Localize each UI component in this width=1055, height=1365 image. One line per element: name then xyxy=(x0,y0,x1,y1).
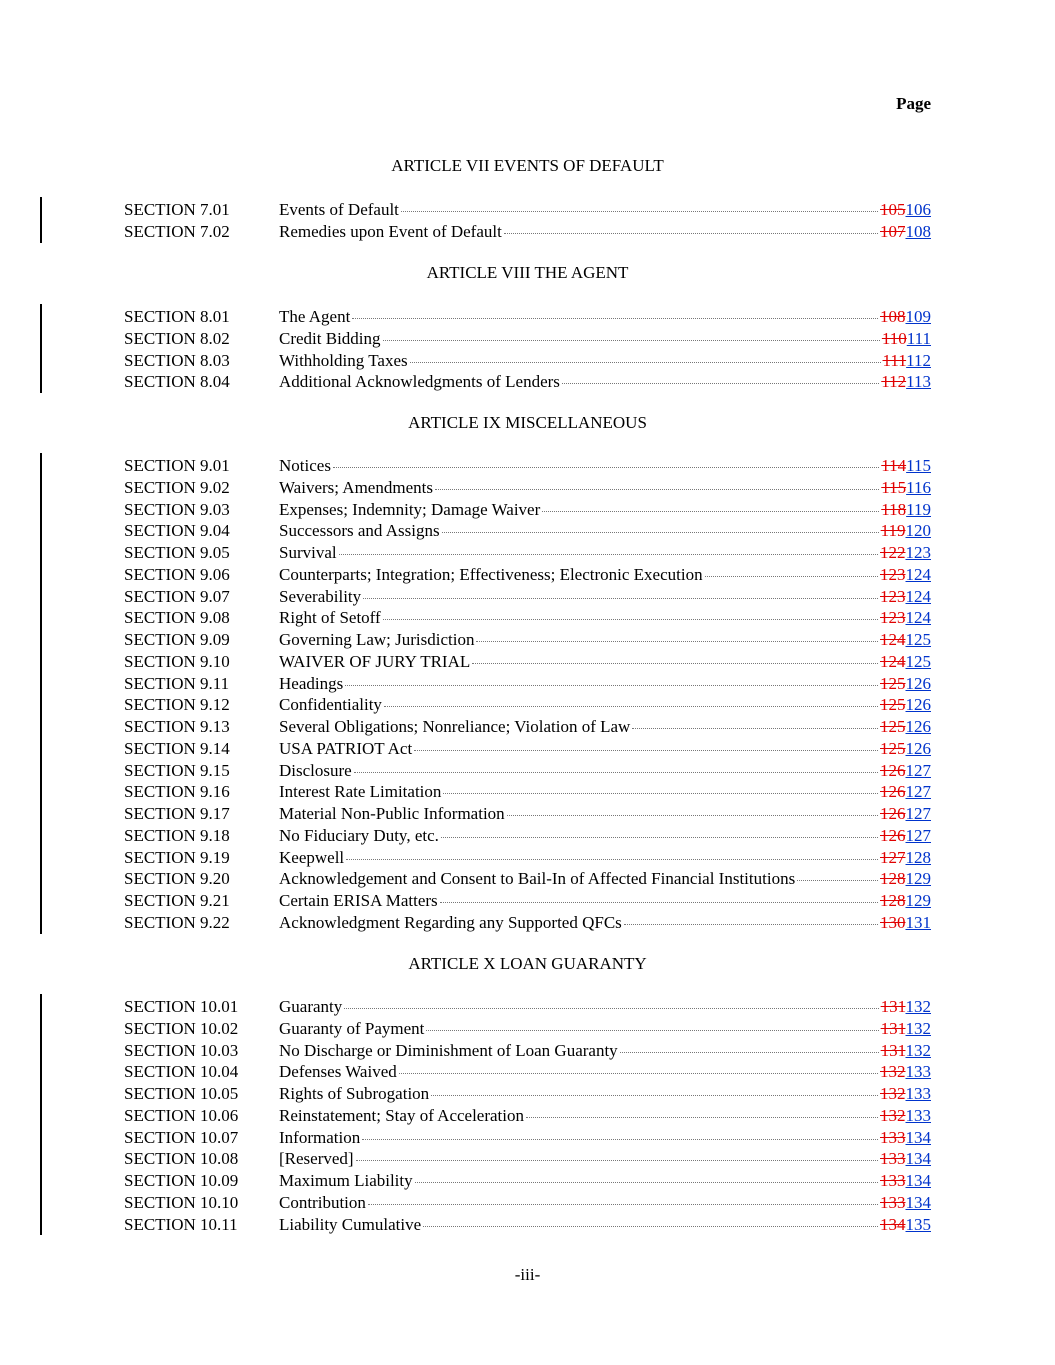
deleted-page-number: 124 xyxy=(880,651,906,671)
toc-entry xyxy=(124,651,931,673)
deleted-page-number: 133 xyxy=(880,1127,906,1147)
toc-section-list xyxy=(124,199,931,243)
toc-entry xyxy=(124,328,931,350)
dot-leader xyxy=(435,489,879,490)
section-title: Additional Acknowledgments of Lenders xyxy=(279,372,560,392)
section-number: SECTION 9.04 xyxy=(124,521,230,541)
dot-leader xyxy=(797,880,878,881)
section-title: Credit Bidding xyxy=(279,328,381,348)
section-title: Events of Default xyxy=(279,200,399,219)
page-reference xyxy=(880,781,931,803)
dot-leader xyxy=(363,598,878,599)
section-number: SECTION 9.03 xyxy=(124,499,230,519)
toc-entry xyxy=(124,890,931,912)
dot-leader xyxy=(339,554,878,555)
dot-leader xyxy=(542,511,879,512)
section-number: SECTION 9.11 xyxy=(124,673,230,693)
deleted-page-number: 131 xyxy=(880,997,906,1016)
dot-leader xyxy=(383,340,880,341)
inserted-page-link[interactable]: 109 xyxy=(905,307,931,326)
dot-leader xyxy=(526,1117,878,1118)
inserted-page-link[interactable]: 135 xyxy=(905,1214,931,1234)
page-reference xyxy=(880,868,931,890)
section-title: Acknowledgement and Consent to Bail-In of Affected Financial Institutions xyxy=(279,869,796,889)
section-title: The Agent xyxy=(279,307,351,326)
deleted-page-number: 123 xyxy=(880,564,906,584)
section-number: SECTION 7.02 xyxy=(124,221,230,241)
page-reference xyxy=(881,499,931,521)
page-reference xyxy=(880,1214,931,1236)
inserted-page-link[interactable]: 134 xyxy=(905,1127,931,1147)
inserted-page-link[interactable]: 127 xyxy=(905,760,931,780)
page-reference xyxy=(880,221,931,243)
toc-entry xyxy=(124,847,931,869)
dot-leader xyxy=(383,619,878,620)
section-title: Acknowledgment Regarding any Supported QFCs xyxy=(279,912,622,932)
toc-entry xyxy=(124,221,931,243)
page-reference xyxy=(880,716,931,738)
inserted-page-link[interactable]: 106 xyxy=(905,200,931,219)
section-title: Severability xyxy=(279,586,362,606)
section-number: SECTION 9.07 xyxy=(124,586,230,606)
toc-entry xyxy=(124,1170,931,1192)
toc-entry xyxy=(124,716,931,738)
page-reference xyxy=(880,890,931,912)
toc-entry xyxy=(124,607,931,629)
section-title: WAIVER OF JURY TRIAL xyxy=(279,651,471,671)
section-title: Keepwell xyxy=(279,847,345,867)
dot-leader xyxy=(441,837,878,838)
dot-leader xyxy=(414,750,878,751)
page-reference xyxy=(880,760,931,782)
deleted-page-number: 123 xyxy=(880,586,906,606)
toc-section-list xyxy=(124,996,931,1235)
revision-change-bar xyxy=(40,197,42,243)
section-number: SECTION 9.06 xyxy=(124,564,230,584)
inserted-page-link[interactable]: 111 xyxy=(906,328,931,348)
section-title: Guaranty xyxy=(279,997,343,1016)
section-number: SECTION 9.14 xyxy=(124,738,230,758)
inserted-page-link[interactable]: 116 xyxy=(906,477,931,497)
dot-leader xyxy=(423,1226,878,1227)
section-number: SECTION 10.01 xyxy=(124,997,239,1016)
section-number: SECTION 10.09 xyxy=(124,1171,239,1190)
page-reference xyxy=(880,1105,931,1127)
section-number: SECTION 9.20 xyxy=(124,869,230,889)
page-reference xyxy=(880,1148,931,1170)
inserted-page-link[interactable]: 134 xyxy=(905,1149,931,1169)
page-footer: -iii- xyxy=(514,1265,541,1284)
deleted-page-number: 114 xyxy=(881,456,907,475)
section-title: Several Obligations; Nonreliance; Violation of Law xyxy=(279,717,631,736)
dot-leader xyxy=(620,1052,879,1053)
dot-leader xyxy=(705,576,878,577)
section-number: SECTION 10.08 xyxy=(124,1149,239,1169)
section-number: SECTION 8.01 xyxy=(124,307,230,326)
page-reference xyxy=(880,1061,931,1083)
toc-entry xyxy=(124,803,931,825)
revision-change-bar xyxy=(40,453,42,934)
dot-leader xyxy=(362,1139,878,1140)
section-title: Guaranty of Payment xyxy=(279,1018,425,1038)
toc-entry xyxy=(124,350,931,372)
dot-leader xyxy=(368,1204,878,1205)
dot-leader xyxy=(442,532,879,533)
dot-leader xyxy=(624,924,878,925)
section-number: SECTION 9.09 xyxy=(124,630,230,649)
deleted-page-number: 125 xyxy=(880,717,906,736)
page-reference xyxy=(880,847,931,869)
deleted-page-number: 127 xyxy=(880,847,906,867)
page-reference xyxy=(881,477,931,499)
page-reference xyxy=(881,996,931,1018)
deleted-page-number: 107 xyxy=(880,221,906,241)
deleted-page-number: 131 xyxy=(880,1018,906,1038)
section-number: SECTION 9.17 xyxy=(124,804,230,823)
deleted-page-number: 131 xyxy=(880,1040,906,1060)
toc-entry xyxy=(124,564,931,586)
page-label: Page xyxy=(896,94,931,113)
deleted-page-number: 134 xyxy=(880,1214,906,1234)
dot-leader xyxy=(562,383,879,384)
dot-leader xyxy=(504,233,878,234)
deleted-page-number: 111 xyxy=(882,350,907,370)
inserted-page-link[interactable]: 134 xyxy=(905,1192,931,1212)
section-number: SECTION 10.06 xyxy=(124,1105,239,1125)
toc-entry xyxy=(124,1127,931,1149)
deleted-page-number: 124 xyxy=(880,630,906,649)
section-number: SECTION 8.04 xyxy=(124,372,230,392)
deleted-page-number: 132 xyxy=(880,1105,906,1125)
inserted-page-link[interactable]: 127 xyxy=(905,825,931,845)
toc-entry xyxy=(124,520,931,542)
toc-entry xyxy=(124,199,931,221)
toc-entry xyxy=(124,912,931,934)
toc-entry xyxy=(124,673,931,695)
section-title: Liability Cumulative xyxy=(279,1214,422,1234)
section-title: [Reserved] xyxy=(279,1149,354,1169)
toc-entry xyxy=(124,996,931,1018)
inserted-page-link[interactable]: 127 xyxy=(905,782,931,802)
deleted-page-number: 125 xyxy=(880,738,906,758)
section-title: Expenses; Indemnity; Damage Waiver xyxy=(279,499,541,519)
page-reference xyxy=(881,1040,931,1062)
toc-entry xyxy=(124,1192,931,1214)
section-number: SECTION 8.03 xyxy=(124,350,230,370)
inserted-page-link[interactable]: 125 xyxy=(905,630,931,649)
page-reference xyxy=(880,629,931,651)
page-reference xyxy=(880,651,931,673)
dot-leader xyxy=(354,772,878,773)
page-reference xyxy=(880,1127,931,1149)
page-reference xyxy=(881,520,931,542)
page-reference xyxy=(880,607,931,629)
section-number: SECTION 9.01 xyxy=(124,456,230,475)
deleted-page-number: 132 xyxy=(880,1062,906,1082)
deleted-page-number: 126 xyxy=(880,804,906,823)
deleted-page-number: 125 xyxy=(880,695,906,715)
inserted-page-link[interactable]: 132 xyxy=(905,1040,931,1060)
inserted-page-link[interactable]: 120 xyxy=(905,521,931,541)
dot-leader xyxy=(476,641,878,642)
deleted-page-number: 128 xyxy=(880,891,906,910)
article-heading: ARTICLE X LOAN GUARANTY xyxy=(408,954,647,973)
toc-entry xyxy=(124,868,931,890)
revision-change-bar xyxy=(40,994,42,1235)
inserted-page-link[interactable]: 123 xyxy=(905,543,931,562)
dot-leader xyxy=(346,859,878,860)
dot-leader xyxy=(401,211,878,212)
toc-entry xyxy=(124,455,931,477)
deleted-page-number: 108 xyxy=(880,307,906,326)
section-title: Headings xyxy=(279,673,344,693)
section-title: Information xyxy=(279,1127,361,1147)
dot-leader xyxy=(410,362,881,363)
section-title: No Fiduciary Duty, etc. xyxy=(279,825,439,845)
section-number: SECTION 10.04 xyxy=(124,1062,239,1082)
inserted-page-link[interactable]: 127 xyxy=(905,804,931,823)
toc-entry xyxy=(124,1105,931,1127)
section-title: Material Non-Public Information xyxy=(279,804,505,823)
dot-leader xyxy=(352,318,878,319)
dot-leader xyxy=(507,815,878,816)
section-title: No Discharge or Diminishment of Loan Guaranty xyxy=(279,1040,618,1060)
article-heading: ARTICLE VII EVENTS OF DEFAULT xyxy=(391,156,664,175)
section-number: SECTION 10.07 xyxy=(124,1127,239,1147)
deleted-page-number: 133 xyxy=(880,1192,906,1212)
section-title: Governing Law; Jurisdiction xyxy=(279,630,475,649)
page-reference xyxy=(882,328,931,350)
inserted-page-link[interactable]: 129 xyxy=(905,891,931,910)
inserted-page-link[interactable]: 125 xyxy=(905,651,931,671)
article-heading: ARTICLE IX MISCELLANEOUS xyxy=(408,413,647,432)
deleted-page-number: 126 xyxy=(880,760,906,780)
section-number: SECTION 8.02 xyxy=(124,328,230,348)
toc-entry xyxy=(124,306,931,328)
toc-entry xyxy=(124,738,931,760)
inserted-page-link[interactable]: 133 xyxy=(905,1105,931,1125)
dot-leader xyxy=(431,1095,878,1096)
page-reference xyxy=(880,306,931,328)
inserted-page-link[interactable]: 112 xyxy=(906,350,931,370)
deleted-page-number: 119 xyxy=(880,521,906,541)
deleted-page-number: 123 xyxy=(880,608,906,628)
section-number: SECTION 9.13 xyxy=(124,717,230,736)
section-title: Notices xyxy=(279,456,331,475)
deleted-page-number: 112 xyxy=(881,372,907,392)
deleted-page-number: 125 xyxy=(880,673,906,693)
toc-entry xyxy=(124,781,931,803)
deleted-page-number: 126 xyxy=(880,782,906,802)
toc-entry xyxy=(124,371,931,393)
page-reference xyxy=(881,455,931,477)
inserted-page-link[interactable]: 124 xyxy=(905,564,931,584)
deleted-page-number: 122 xyxy=(880,543,906,562)
page-reference xyxy=(880,199,931,221)
section-number: SECTION 10.05 xyxy=(124,1084,239,1103)
inserted-page-link[interactable]: 113 xyxy=(906,372,931,392)
inserted-page-link[interactable]: 133 xyxy=(905,1062,931,1082)
toc-entry xyxy=(124,1214,931,1236)
dot-leader xyxy=(356,1160,878,1161)
toc-entry xyxy=(124,825,931,847)
page-reference xyxy=(881,371,931,393)
toc-entry xyxy=(124,629,931,651)
section-title: Rights of Subrogation xyxy=(279,1084,430,1103)
page-reference xyxy=(880,586,931,608)
dot-leader xyxy=(440,902,878,903)
deleted-page-number: 130 xyxy=(880,912,906,932)
inserted-page-link[interactable]: 115 xyxy=(906,456,931,475)
inserted-page-link[interactable]: 128 xyxy=(905,847,931,867)
dot-leader xyxy=(345,685,878,686)
inserted-page-link[interactable]: 132 xyxy=(905,1018,931,1038)
dot-leader xyxy=(472,663,878,664)
section-title: Contribution xyxy=(279,1192,366,1212)
section-number: SECTION 10.02 xyxy=(124,1018,239,1038)
toc-entry xyxy=(124,1148,931,1170)
revision-change-bar xyxy=(40,304,42,393)
toc-entry xyxy=(124,477,931,499)
deleted-page-number: 128 xyxy=(880,869,906,889)
section-title: Maximum Liability xyxy=(279,1171,413,1190)
section-number: SECTION 10.03 xyxy=(124,1040,239,1060)
section-number: SECTION 9.19 xyxy=(124,847,230,867)
section-number: SECTION 9.05 xyxy=(124,543,230,562)
toc-entry xyxy=(124,1018,931,1040)
deleted-page-number: 110 xyxy=(881,328,907,348)
section-title: Reinstatement; Stay of Acceleration xyxy=(279,1105,525,1125)
toc-entry xyxy=(124,499,931,521)
dot-leader xyxy=(399,1073,878,1074)
dot-leader xyxy=(384,706,878,707)
section-title: Defenses Waived xyxy=(279,1062,397,1082)
deleted-page-number: 105 xyxy=(880,200,906,219)
section-number: SECTION 9.22 xyxy=(124,912,230,932)
section-number: SECTION 9.21 xyxy=(124,891,230,910)
inserted-page-link[interactable]: 108 xyxy=(905,221,931,241)
inserted-page-link[interactable]: 131 xyxy=(905,912,931,932)
inserted-page-link[interactable]: 126 xyxy=(905,717,931,736)
section-number: SECTION 9.15 xyxy=(124,760,230,780)
section-number: SECTION 9.12 xyxy=(124,695,230,715)
toc-entry xyxy=(124,694,931,716)
inserted-page-link[interactable]: 119 xyxy=(906,499,931,519)
section-number: SECTION 9.18 xyxy=(124,825,230,845)
section-number: SECTION 7.01 xyxy=(124,200,230,219)
inserted-page-link[interactable]: 126 xyxy=(905,695,931,715)
dot-leader xyxy=(632,728,878,729)
deleted-page-number: 133 xyxy=(880,1149,906,1169)
page-reference xyxy=(883,350,931,372)
deleted-page-number: 132 xyxy=(880,1084,906,1103)
toc-section-list xyxy=(124,306,931,393)
toc-section-list xyxy=(124,455,931,934)
deleted-page-number: 115 xyxy=(881,477,907,497)
section-number: SECTION 9.10 xyxy=(124,651,230,671)
section-title: Remedies upon Event of Default xyxy=(279,221,502,241)
dot-leader xyxy=(426,1030,878,1031)
page-reference xyxy=(881,1018,931,1040)
section-title: Withholding Taxes xyxy=(279,350,408,370)
page-reference xyxy=(880,825,931,847)
article-heading: ARTICLE VIII THE AGENT xyxy=(426,263,629,282)
deleted-page-number: 118 xyxy=(881,499,907,519)
section-number: SECTION 9.08 xyxy=(124,608,230,628)
dot-leader xyxy=(443,793,878,794)
page-reference xyxy=(880,1170,931,1192)
toc-entry xyxy=(124,1083,931,1105)
section-number: SECTION 9.16 xyxy=(124,782,230,802)
section-title: Survival xyxy=(279,543,337,562)
section-title: Waivers; Amendments xyxy=(279,477,433,497)
page-reference xyxy=(880,564,931,586)
section-title: Certain ERISA Matters xyxy=(279,891,438,910)
section-title: Confidentiality xyxy=(279,695,382,715)
dot-leader xyxy=(333,467,879,468)
page-reference xyxy=(880,694,931,716)
dot-leader xyxy=(344,1008,878,1009)
page-reference xyxy=(880,803,931,825)
page-reference xyxy=(880,673,931,695)
deleted-page-number: 133 xyxy=(880,1171,906,1190)
section-title: Right of Setoff xyxy=(279,608,381,628)
toc-entry xyxy=(124,542,931,564)
inserted-page-link[interactable]: 134 xyxy=(905,1171,931,1190)
section-title: Interest Rate Limitation xyxy=(279,782,442,802)
inserted-page-link[interactable]: 124 xyxy=(905,608,931,628)
section-title: USA PATRIOT Act xyxy=(279,738,413,758)
toc-entry xyxy=(124,760,931,782)
section-number: SECTION 9.02 xyxy=(124,477,230,497)
toc-entry xyxy=(124,586,931,608)
page-reference xyxy=(880,1192,931,1214)
inserted-page-link[interactable]: 132 xyxy=(905,997,931,1016)
inserted-page-link[interactable]: 124 xyxy=(905,586,931,606)
inserted-page-link[interactable]: 129 xyxy=(905,869,931,889)
section-title: Successors and Assigns xyxy=(279,521,440,541)
toc-entry xyxy=(124,1040,931,1062)
section-title: Disclosure xyxy=(279,760,352,780)
page-reference xyxy=(880,542,931,564)
page-reference xyxy=(880,912,931,934)
inserted-page-link[interactable]: 126 xyxy=(905,673,931,693)
section-title: Counterparts; Integration; Effectiveness; Electronic Execution xyxy=(279,564,703,584)
section-number: SECTION 10.11 xyxy=(124,1214,238,1234)
page-reference xyxy=(880,1083,931,1105)
inserted-page-link[interactable]: 133 xyxy=(905,1084,931,1103)
dot-leader xyxy=(415,1182,878,1183)
deleted-page-number: 126 xyxy=(880,825,906,845)
inserted-page-link[interactable]: 126 xyxy=(905,738,931,758)
section-number: SECTION 10.10 xyxy=(124,1192,239,1212)
toc-entry xyxy=(124,1061,931,1083)
page-reference xyxy=(880,738,931,760)
